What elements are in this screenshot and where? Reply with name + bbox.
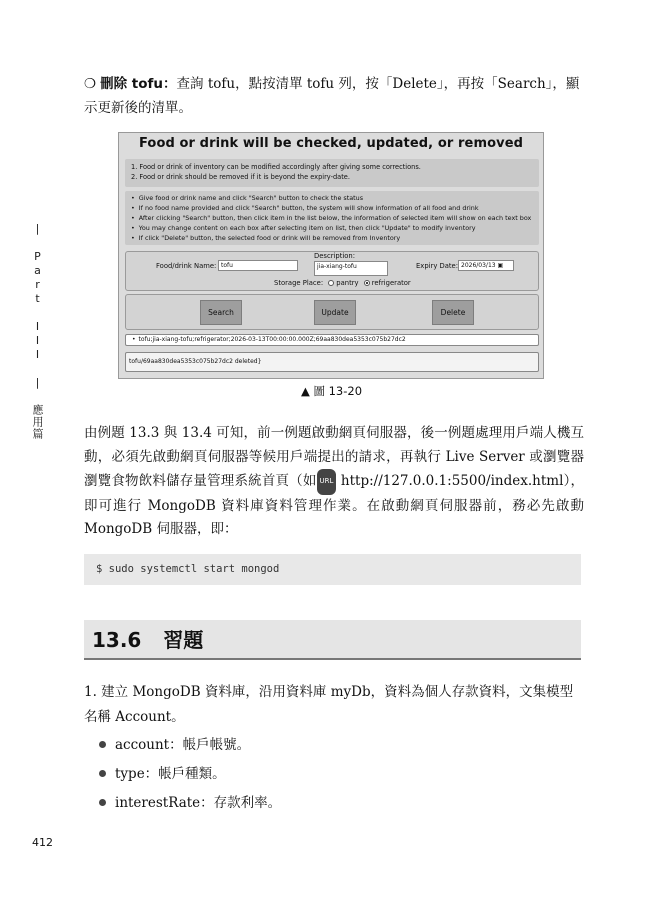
page-number: 412 bbox=[32, 836, 53, 849]
description-label: Description: bbox=[314, 252, 356, 260]
exercise-field: account：帳戶帳號。 bbox=[99, 735, 250, 755]
delete-tofu-step bbox=[84, 72, 584, 120]
instructions-box bbox=[125, 191, 539, 245]
expiry-label: Expiry Date: bbox=[416, 262, 459, 270]
section-title: 習題 bbox=[163, 628, 204, 652]
paragraph-text-before: 由例題 13.3 與 13.4 可知，前一例題啟動網頁伺服器，後一例題處理用戶端人機互動，必須先啟動網頁伺服器等候用戶端提出的請求，再執行 Live Server 或瀏覽器瀏覽食物飲料儲存量管理系統首頁（如 bbox=[84, 425, 584, 489]
action-buttons bbox=[125, 294, 539, 330]
refrigerator-radio[interactable] bbox=[364, 280, 370, 286]
exercise-field: interestRate：存款利率。 bbox=[99, 793, 281, 813]
figure-caption: ▲ 圖 13-20 bbox=[300, 384, 363, 398]
storage-row bbox=[274, 279, 411, 287]
circle-bullet-icon: ❍ bbox=[84, 76, 97, 92]
step-text: 查詢 tofu，點按清單 tofu 列，按「Delete」，再按「Search」，顯示更新後的清單。 bbox=[84, 76, 580, 116]
server-url: http://127.0.0.1:5500/index.html bbox=[336, 473, 564, 489]
instruction-item: • If no food name provided and click "Search" button, the system will show information of all food and drink bbox=[131, 203, 533, 213]
pantry-radio-label: pantry bbox=[336, 279, 359, 287]
description-textarea[interactable]: jia-xiang-tofu bbox=[314, 261, 388, 276]
instruction-item: • You may change content on each box after selecting item on list, then click "Update" to modify inventory bbox=[131, 223, 533, 233]
paragraph-text-after: ），即可進行 MongoDB 資料庫資料管理作業。在啟動網頁伺服器前，務必先啟動 MongoDB 伺服器，即： bbox=[84, 473, 584, 537]
update-button[interactable]: Update bbox=[314, 300, 356, 325]
delete-button[interactable]: Delete bbox=[432, 300, 474, 325]
search-button[interactable]: Search bbox=[200, 300, 242, 325]
part-side-tab: | Part III | 應用篇 bbox=[31, 222, 44, 440]
app-screenshot-figure bbox=[118, 132, 544, 379]
rule-item: 1. Food or drink of inventory can be modified accordingly after giving some corrections. bbox=[131, 163, 421, 171]
exercise-item: 1. 建立 MongoDB 資料庫，沿用資料庫 myDb，資料為個人存款資料，文集模型名稱 Account。 bbox=[84, 684, 574, 725]
calendar-icon: ▣ bbox=[497, 262, 504, 269]
name-input[interactable]: tofu bbox=[218, 260, 298, 271]
rule-item: 2. Food or drink should be removed if it is beyond the expiry-date. bbox=[131, 173, 350, 181]
step-prefix: 刪除 tofu： bbox=[100, 76, 177, 92]
section-number: 13.6 bbox=[92, 628, 142, 652]
instruction-item: • After clicking "Search" button, then click item in the list below, the information of selected item will show on each text box bbox=[131, 213, 533, 223]
name-label: Food/drink Name: bbox=[156, 262, 217, 270]
food-form bbox=[125, 251, 539, 291]
status-message: tofu/69aa830dea5353c075b27dc2 deleted} bbox=[125, 352, 539, 372]
url-badge-icon: URL bbox=[317, 469, 337, 495]
instruction-item: • If click "Delete" button, the selected food or drink will be removed from Inventory bbox=[131, 233, 533, 243]
shell-command: $ sudo systemctl start mongod bbox=[84, 554, 581, 585]
app-title: Food or drink will be checked, updated, or removed bbox=[138, 136, 524, 151]
rules-box bbox=[125, 159, 539, 187]
exercise-field: type：帳戶種類。 bbox=[99, 764, 226, 784]
expiry-date-input[interactable]: 2026/03/13 ▣ bbox=[458, 260, 514, 271]
inventory-list-item[interactable]: • tofu;jia-xiang-tofu;refrigerator;2026-03-13T00:00:00.000Z;69aa830dea5353c075b27dc2 bbox=[125, 334, 539, 346]
body-paragraph bbox=[84, 422, 584, 542]
storage-label: Storage Place: bbox=[274, 279, 324, 287]
pantry-radio[interactable] bbox=[328, 280, 334, 286]
section-heading bbox=[84, 620, 581, 660]
refrigerator-radio-label: refrigerator bbox=[371, 279, 411, 287]
instruction-item: • Give food or drink name and click "Search" button to check the status bbox=[131, 193, 533, 203]
